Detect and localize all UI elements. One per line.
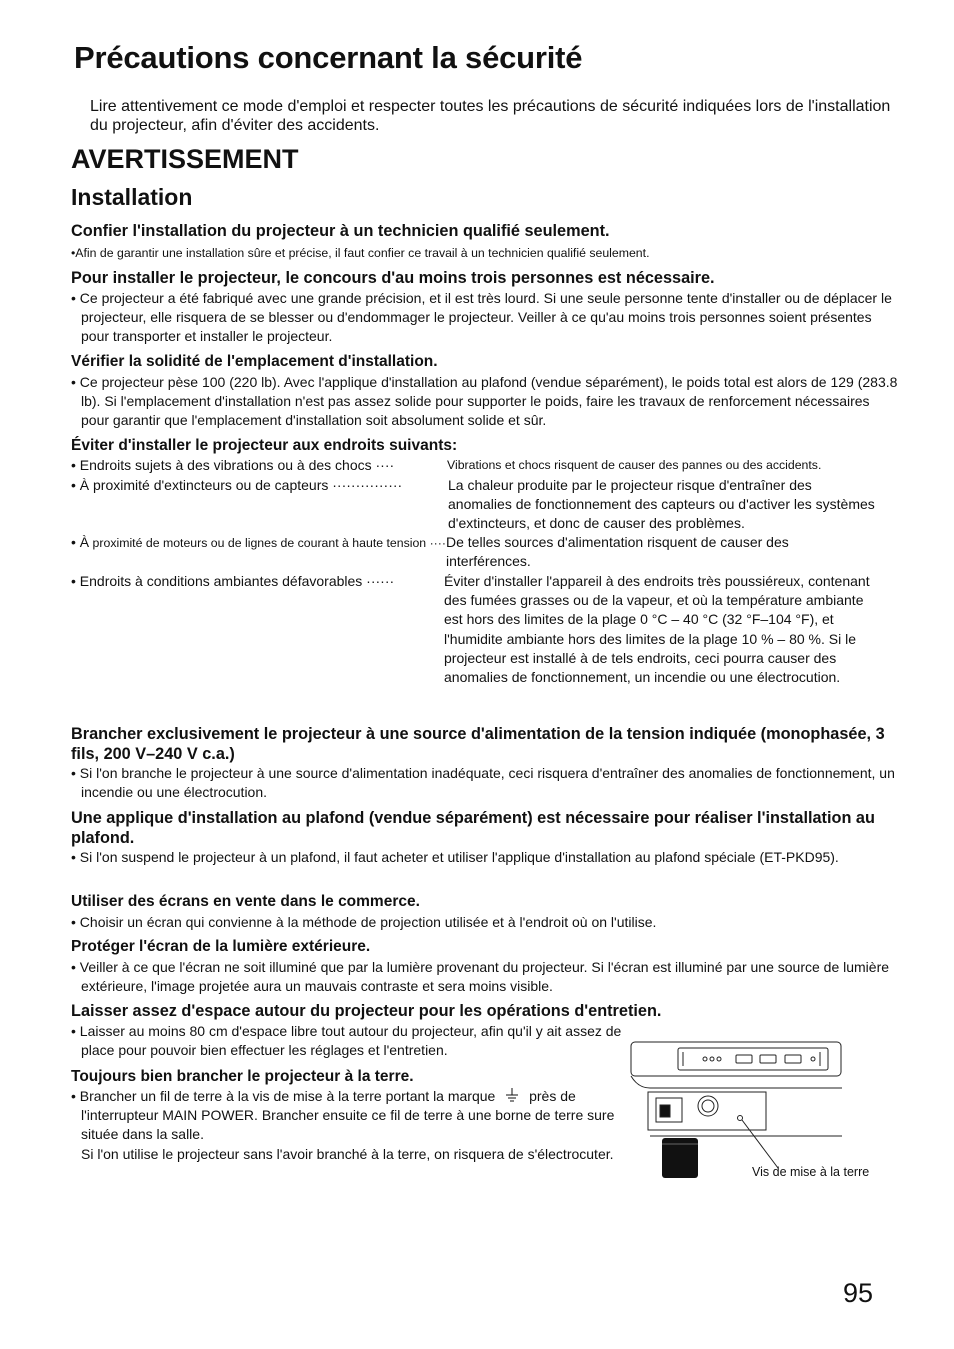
s4-heading: Éviter d'installer le projecteur aux endroits suivants:: [71, 437, 458, 454]
s4-item-3-location: [71, 533, 446, 553]
s3-body: • Ce projecteur pèse 100 (220 lb). Avec l'applique d'installation au plafond (vendue séparément), le poids total est alors de 129 (283.8 lb). Si l'emplacement d'installation n'est pas assez solide pour supporter le poids, faire les travaux de renforcement nécessaires pour garantir que l'emplacement d'installation soit absolument solide et sûr.: [71, 374, 898, 429]
s3-heading: Vérifier la solidité de l'emplacement d'installation.: [71, 353, 438, 370]
s4-item-4-location: • Endroits à conditions ambiantes défavorables ······: [71, 573, 395, 589]
s4-item-2-reason: La chaleur produite par le projecteur risque d'entraîner des anomalies de fonctionnement des capteurs ou d'activer les systèmes d'extincteurs, et donc de causer des problèmes.: [448, 477, 875, 532]
projector-rear-panel-illustration: [628, 1040, 844, 1180]
s8-body: • Veiller à ce que l'écran ne soit illuminé que par la lumière provenant du projecteur. Si l'écran est illuminé par une source de lumière extérieure, l'image projetée aura un mauvais contraste et sera moins visible.: [71, 959, 890, 995]
s4-item-4-reason: Éviter d'installer l'appareil à des endroits très poussiéreux, contenant des fumées grasses ou de la vapeur, et où la température ambiante est hors des limites de la plage 0 °C – 40 °C (32 °F–104 °F), et l'humidite ambiante hors des limites de la plage 10 % – 80 %. Si le projecteur est installé à de tels endroits, ceci pourra causer des anomalies de fonctionnement, un incendie ou une électrocution.: [444, 573, 870, 686]
s9-heading: Laisser assez d'espace autour du projecteur pour les opérations d'entretien.: [71, 1002, 662, 1020]
s7-heading: Utiliser des écrans en vente dans le commerce.: [71, 893, 420, 910]
section-heading: Installation: [71, 184, 193, 210]
s8-heading: Protéger l'écran de la lumière extérieure.: [71, 938, 371, 955]
page-title: Précautions concernant la sécurité: [74, 40, 583, 75]
s4-item-3-text: proximité de moteurs ou de lignes de courant à haute tension ····: [89, 536, 446, 550]
s4-item-3-reason: De telles sources d'alimentation risquent de causer des interférences.: [446, 534, 789, 570]
ground-symbol-icon: [503, 1088, 521, 1102]
s10-body-c: Si l'on utilise le projecteur sans l'avoir branché à la terre, on risquera de s'électrocuter.: [81, 1146, 614, 1162]
s6-heading: Une applique d'installation au plafond (vendue séparément) est nécessaire pour réaliser l'installation au plafond.: [71, 809, 875, 847]
warning-heading: AVERTISSEMENT: [71, 144, 299, 174]
s5-body: • Si l'on branche le projecteur à une source d'alimentation inadéquate, ceci risquera d'entraîner des anomalies de fonctionnement, un incendie ou une électrocution.: [71, 765, 895, 801]
s2-heading: Pour installer le projecteur, le concours d'au moins trois personnes est nécessaire.: [71, 269, 715, 287]
s4-item-1-location: • Endroits sujets à des vibrations ou à des chocs ····: [71, 457, 395, 473]
s1-body: •Afin de garantir une installation sûre et précise, il faut confier ce travail à un technicien qualifié seulement.: [71, 246, 650, 260]
s10-body: [71, 1087, 636, 1145]
s4-item-2-location: • À proximité d'extincteurs ou de capteurs ···············: [71, 477, 403, 493]
s4-item-3-prefix: • À: [71, 534, 90, 550]
s10-body-a: • Brancher un fil de terre à la vis de mise à la terre portant la marque: [71, 1088, 500, 1104]
s6-body: • Si l'on suspend le projecteur à un plafond, il faut acheter et utiliser l'applique d'installation au plafond spéciale (ET-PKD95).: [71, 849, 839, 865]
s2-body: • Ce projecteur a été fabriqué avec une grande précision, et il est très lourd. Si une seule personne tente d'installer ou de déplacer le projecteur, elle risquera de se blesser ou d'endommager le projecteur. Veiller à ce qu'au moins trois personnes soient présentes pour transporter et installer le projecteur.: [71, 290, 892, 345]
s5-heading: Brancher exclusivement le projecteur à une source d'alimentation de la tension indiquée (monophasée, 3 fils, 200 V–240 V c.a.): [71, 725, 885, 763]
figure-caption: Vis de mise à la terre: [752, 1165, 870, 1179]
s10-heading: Toujours bien brancher le projecteur à la terre.: [71, 1068, 414, 1085]
s10-body-b: près de l'interrupteur MAIN POWER. Brancher ensuite ce fil de terre à une borne de terre sure située dans la salle.: [81, 1088, 615, 1143]
s7-body: • Choisir un écran qui convienne à la méthode de projection utilisée et à l'endroit où on l'utilise.: [71, 914, 657, 930]
s1-heading: Confier l'installation du projecteur à un technicien qualifié seulement.: [71, 222, 610, 240]
s4-item-1-reason: Vibrations et chocs risquent de causer des pannes ou des accidents.: [447, 458, 822, 472]
s9-body: • Laisser au moins 80 cm d'espace libre tout autour du projecteur, afin qu'il y ait assez de place pour pouvoir bien effectuer les réglages et l'entretien.: [71, 1023, 622, 1059]
intro-text: Lire attentivement ce mode d'emploi et respecter toutes les précautions de sécurité indiquées lors de l'installation du projecteur, afin d'éviter des accidents.: [90, 98, 891, 134]
page-number: 95: [843, 1278, 874, 1308]
